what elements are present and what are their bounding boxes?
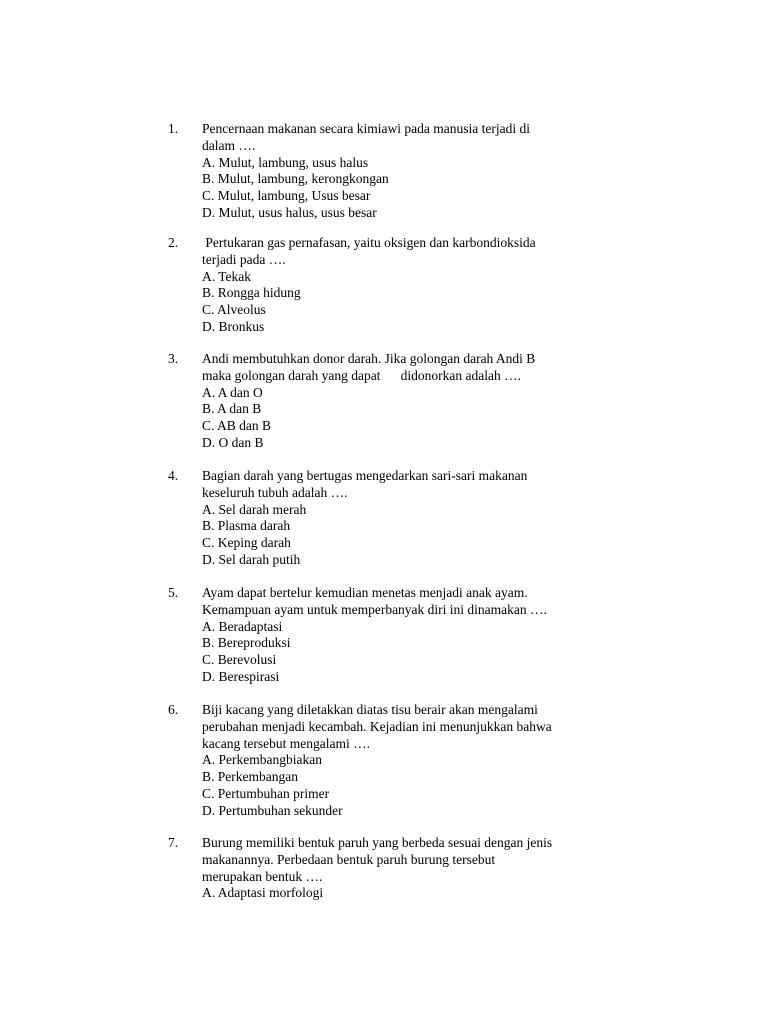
answer-option-d: D. Bronkus bbox=[202, 318, 265, 334]
answer-option-d: D. Berespirasi bbox=[202, 668, 280, 684]
answer-option-d: D. Pertumbuhan sekunder bbox=[202, 802, 343, 818]
answer-option-b: B. Bereproduksi bbox=[202, 635, 291, 651]
answer-option-c: C. Keping darah bbox=[202, 535, 291, 551]
question-number: 2. bbox=[168, 235, 179, 250]
answer-option-c: C. Mulut, lambung, Usus besar bbox=[202, 188, 371, 204]
answer-option-a: A. Perkembangbiakan bbox=[202, 752, 322, 768]
question-text-line: Bagian darah yang bertugas mengedarkan sari-sari makanan bbox=[202, 468, 528, 483]
question-text-line: Andi membutuhkan donor darah. Jika golongan darah Andi B bbox=[202, 351, 536, 366]
answer-option-c: C. Pertumbuhan primer bbox=[202, 785, 330, 801]
answer-option-a: A. Beradaptasi bbox=[202, 618, 283, 634]
question-body bbox=[202, 835, 602, 902]
question-text-line: Kemampuan ayam untuk memperbanyak diri ini dinamakan …. bbox=[202, 601, 547, 617]
question-text-line: merupakan bentuk …. bbox=[202, 868, 323, 884]
question-number: 5. bbox=[168, 585, 179, 600]
question-text-line: kacang tersebut mengalami …. bbox=[202, 735, 370, 751]
question-body bbox=[202, 468, 602, 569]
question-number: 6. bbox=[168, 702, 179, 717]
answer-option-b: B. A dan B bbox=[202, 401, 262, 417]
question-number: 7. bbox=[168, 835, 179, 850]
answer-option-b: B. Plasma darah bbox=[202, 518, 291, 534]
question-number: 4. bbox=[168, 468, 179, 483]
answer-option-a: A. Sel darah merah bbox=[202, 501, 307, 517]
question-text-line: Pertukaran gas pernafasan, yaitu oksigen dan karbondioksida bbox=[202, 235, 536, 250]
question-text-line: Burung memiliki bentuk paruh yang berbeda sesuai dengan jenis bbox=[202, 835, 553, 850]
question-body bbox=[202, 702, 602, 820]
question-number: 1. bbox=[168, 121, 179, 136]
answer-option-d: D. Sel darah putih bbox=[202, 551, 301, 567]
answer-option-c: C. Alveolus bbox=[202, 302, 266, 318]
question-text-line: maka golongan darah yang dapat didonorkan adalah …. bbox=[202, 367, 522, 383]
question-text-line: terjadi pada …. bbox=[202, 251, 286, 267]
answer-option-b: B. Mulut, lambung, kerongkongan bbox=[202, 171, 389, 187]
question-body bbox=[202, 235, 602, 336]
question-text-line: perubahan menjadi kecambah. Kejadian ini menunjukkan bahwa bbox=[202, 718, 552, 734]
question-text-line: Ayam dapat bertelur kemudian menetas menjadi anak ayam. bbox=[202, 585, 528, 600]
question-text-line: keseluruh tubuh adalah …. bbox=[202, 484, 348, 500]
question-body bbox=[202, 351, 602, 452]
answer-option-b: B. Rongga hidung bbox=[202, 285, 301, 301]
answer-option-a: A. A dan O bbox=[202, 384, 263, 400]
answer-option-b: B. Perkembangan bbox=[202, 769, 298, 785]
question-number: 3. bbox=[168, 351, 179, 366]
question-text-line: makanannya. Perbedaan bentuk paruh burung tersebut bbox=[202, 851, 496, 867]
question-text-line: Biji kacang yang diletakkan diatas tisu berair akan mengalami bbox=[202, 702, 538, 717]
answer-option-d: D. Mulut, usus halus, usus besar bbox=[202, 204, 377, 220]
answer-option-a: A. Mulut, lambung, usus halus bbox=[202, 154, 369, 170]
answer-option-c: C. AB dan B bbox=[202, 418, 272, 434]
answer-option-d: D. O dan B bbox=[202, 434, 264, 450]
answer-option-a: A. Tekak bbox=[202, 268, 252, 284]
answer-option-c: C. Berevolusi bbox=[202, 652, 277, 668]
question-text-line: dalam …. bbox=[202, 137, 256, 153]
question-body bbox=[202, 585, 602, 686]
answer-option-a: A. Adaptasi morfologi bbox=[202, 885, 324, 901]
question-text-line: Pencernaan makanan secara kimiawi pada manusia terjadi di bbox=[202, 121, 530, 136]
question-body bbox=[202, 121, 602, 222]
